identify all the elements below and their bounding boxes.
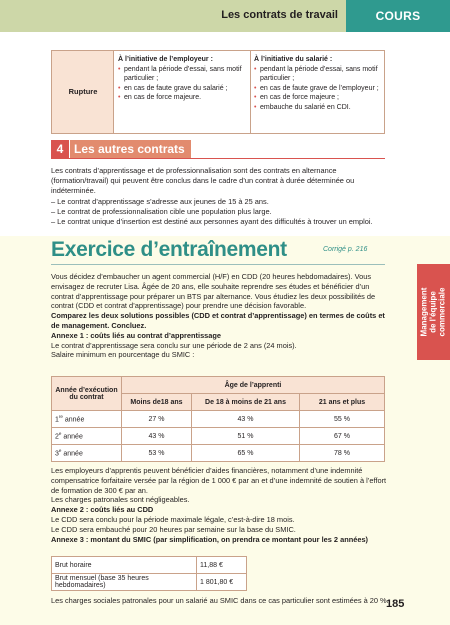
employee-column [254,55,384,112]
employee-item: • en cas de faute grave de l’employeur ; [254,84,384,94]
table-corner: Année d’exécution du contrat [52,377,122,411]
column-header: De 18 à moins de 21 ans [192,394,300,411]
rupture-label-cell [52,51,114,133]
employer-item: • pendant la période d’essai, sans motif particulier ; [118,65,248,84]
charges-note: Les charges patronales sont négligeables. [51,495,190,505]
employee-item: • embauche du salarié en CDI. [254,103,384,113]
table-cell: 78 % [300,445,385,462]
employer-column [118,55,248,103]
section-number: 4 [51,140,69,159]
annexe-1-line: Salaire minimum en pourcentage du SMIC : [51,350,195,360]
table-row [52,428,385,445]
table-cell: 43 % [122,428,192,445]
row-label: 3e année [52,445,122,462]
row-label: 1re année [52,411,122,428]
exercise-annexes-block [51,466,391,544]
page-number: 185 [386,598,405,610]
exercise-underline [51,264,385,265]
side-tab-line: Management [419,287,429,337]
employee-item: • pendant la période d’essai, sans motif particulier ; [254,65,384,84]
table-row [52,557,247,574]
corrige-reference: Corrigé p. 216 [323,246,368,253]
page-header [0,0,450,34]
annexe-2-line: Le CDD sera embauché pour 20 heures par semaine sur la base du SMIC. [51,524,296,534]
cours-tag: COURS [346,0,450,32]
section-title: Les autres contrats [70,140,191,159]
table-cell: 51 % [192,428,300,445]
employee-item: • en cas de force majeure ; [254,93,384,103]
side-tab-text [417,264,450,360]
annexe-1-line: Le contrat d’apprentissage sera conclu sur une période de 2 ans (24 mois). [51,340,297,350]
side-tab-line: de l’équipe [428,291,438,333]
exercise-intro: Vous décidez d’embaucher un agent commercial (H/F) en CDD (20 heures hebdomadaires). Vous envisagez de recruter Lisa. Âgée de 20 ans, elle souhaite reprendre ses études et bénéficier d’un contrat d’apprentissage pour préparer un BTS par alternance. Vous étudiez les deux possibilités de contrat (CDD et contrat d’apprentissage) pour prendre une décision favorable. [51,272,376,311]
row-label: 2e année [52,428,122,445]
annexe-3-title: Annexe 3 : montant du SMIC (par simplification, on prendra ce montant pour les 2 années) [51,534,369,544]
table-row [52,574,247,591]
smic-value: 11,88 € [197,557,247,574]
section-point: – Le contrat unique d’insertion est destiné aux personnes ayant des difficultés à trouver un emploi. [51,217,373,227]
annexe-2-title: Annexe 2 : coûts liés au CDD [51,505,154,515]
employer-item: • en cas de force majeure. [118,93,248,103]
exercise-question: Comparez les deux solutions possibles (CDD et contrat d’apprentissage) en termes de coûts et de management. Concluez. [51,311,385,330]
section-point: – Le contrat de professionnalisation cible une population plus large. [51,206,272,216]
smic-label: Brut mensuel (base 35 heures hebdomadaires) [52,574,197,591]
employer-heading: À l’initiative de l’employeur : [118,56,213,63]
after-table-text: Les employeurs d’apprentis peuvent bénéficier d’aides financières, notamment d’une indemnité compensatrice forfaitaire versée par la région de 1 000 € par an et d’une indemnité de soutien à l’effort de formation de 300 € par an. [51,466,387,495]
table-cell: 27 % [122,411,192,428]
table-row [52,445,385,462]
chapter-title: Les contrats de travail [221,9,338,21]
smic-label: Brut horaire [52,557,197,574]
apprenti-salary-table [51,376,385,462]
table-group-header: Âge de l’apprenti [122,377,385,394]
table-cell: 55 % [300,411,385,428]
smic-value: 1 801,80 € [197,574,247,591]
table-cell: 43 % [192,411,300,428]
column-divider [250,51,251,133]
employee-heading: À l’initiative du salarié : [254,56,333,63]
table-cell: 65 % [192,445,300,462]
exercise-title: Exercice d’entraînement [51,238,287,261]
employer-item: • en cas de faute grave du salarié ; [118,84,248,94]
annexe-1-title: Annexe 1 : coûts liés au contrat d’apprentissage [51,330,222,340]
table-cell: 67 % [300,428,385,445]
table-cell: 53 % [122,445,192,462]
column-header: 21 ans et plus [300,394,385,411]
column-header: Moins de18 ans [122,394,192,411]
table-row [52,411,385,428]
rupture-label: Rupture [68,87,98,96]
side-tab-line: commerciale [437,287,447,337]
exercise-intro-block [51,272,391,360]
exercise-final-text: Les charges sociales patronales pour un salarié au SMIC dans ce cas particulier sont estimées à 20 %. [51,596,389,605]
rupture-table [51,50,385,134]
section-body [51,166,391,227]
section-underline [51,158,385,159]
annexe-2-line: Le CDD sera conclu pour la période maximale légale, c’est-à-dire 18 mois. [51,514,295,524]
section-point: – Le contrat d’apprentissage s’adresse aux jeunes de 15 à 25 ans. [51,196,269,206]
smic-table [51,556,247,591]
section-intro: Les contrats d’apprentissage et de professionnalisation sont des contrats en alternance (formation/travail) qui peuvent être conclus dans le cadre d’un contrat à durée déterminée ou indéterminée. [51,166,355,196]
